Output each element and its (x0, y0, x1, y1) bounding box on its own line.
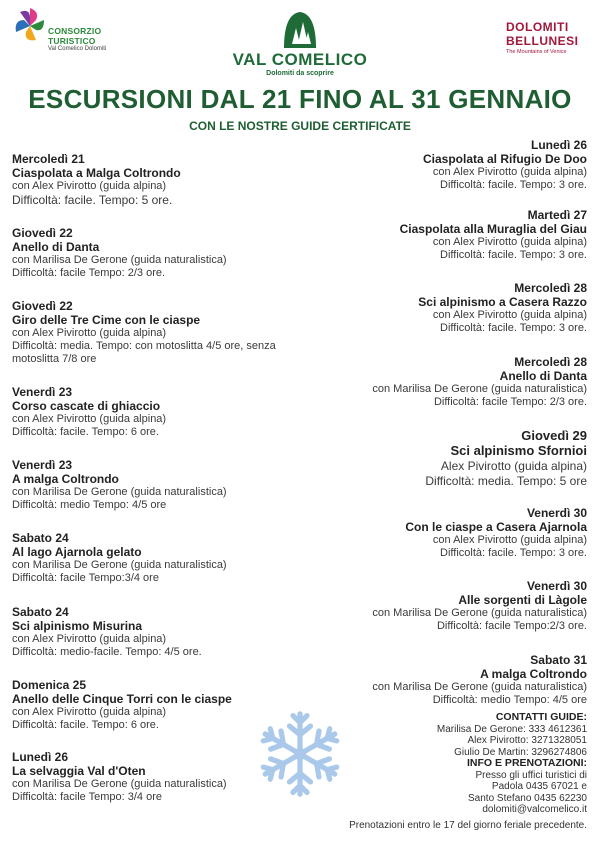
event-guide: con Alex Pivirotto (guida alpina) (432, 309, 587, 321)
event-day: Sabato 31 (530, 653, 587, 667)
event-left-6 (12, 531, 302, 585)
event-day: Mercoledì 28 (514, 281, 587, 295)
page-subtitle: CON LE NOSTRE GUIDE CERTIFICATE (189, 119, 411, 133)
event-guide: con Alex Pivirotto (guida alpina) (12, 633, 167, 645)
event-day: Venerdì 23 (12, 458, 73, 472)
snowflake-icon (256, 706, 344, 802)
event-title: La selvaggia Val d'Oten (12, 764, 146, 778)
event-details: Difficoltà: medio Tempo: 4/5 ore (432, 693, 587, 706)
event-guide: con Marilisa De Gerone (guida naturalistica) (12, 778, 227, 790)
event-guide: con Marilisa De Gerone (guida naturalistica) (372, 681, 587, 693)
info-line-1: Presso gli uffici turistici di (475, 769, 587, 781)
event-right-5 (297, 428, 587, 489)
event-day: Sabato 24 (12, 605, 69, 619)
event-guide: con Alex Pivirotto (guida alpina) (12, 327, 167, 339)
event-left-5 (12, 458, 302, 512)
event-guide: con Marilisa De Gerone (guida naturalistica) (372, 383, 587, 395)
mountain-trees-icon (280, 10, 320, 50)
event-guide: con Marilisa De Gerone (guida naturalistica) (12, 254, 227, 266)
event-day: Sabato 24 (12, 531, 69, 545)
event-details: Difficoltà: facile Tempo: 3/4 ore (12, 790, 163, 803)
event-title: Anello di Danta (499, 369, 587, 383)
event-title: Sci alpinismo Sfornioi (450, 443, 587, 458)
dolomiti-line1: DOLOMITI (506, 20, 569, 34)
event-title: Con le ciaspe a Casera Ajarnola (405, 520, 587, 534)
dolomiti-bellunesi-logo (500, 14, 588, 58)
event-details: Difficoltà: facile. Tempo: 3 ore. (440, 178, 587, 191)
event-right-4 (297, 355, 587, 409)
event-details: Difficoltà: medio-facile. Tempo: 4/5 ore. (12, 645, 202, 658)
consorzio-logo (14, 6, 134, 52)
event-guide: con Alex Pivirotto (guida alpina) (12, 180, 167, 192)
event-title: Ciaspolata a Malga Coltrondo (12, 166, 181, 180)
event-left-2 (12, 226, 302, 280)
dolomiti-line3: The Mountains of Venice (506, 49, 567, 55)
info-heading: INFO E PRENOTAZIONI: (467, 757, 587, 769)
event-right-2 (297, 208, 587, 262)
valcomelico-logo (230, 8, 370, 90)
event-title: Ciaspolata al Rifugio De Doo (422, 152, 587, 166)
booking-note: Prenotazioni entro le 17 del giorno feriale precedente. (349, 820, 587, 831)
pinwheel-icon (14, 6, 46, 46)
event-title: A malga Coltrondo (480, 667, 587, 681)
event-details: Difficoltà: facile Tempo:3/4 ore (12, 571, 159, 584)
event-guide: con Alex Pivirotto (guida alpina) (12, 706, 167, 718)
event-guide: con Alex Pivirotto (guida alpina) (12, 413, 167, 425)
event-day: Venerdì 30 (526, 579, 587, 593)
event-left-3 (12, 299, 302, 365)
page-title: ESCURSIONI DAL 21 FINO AL 31 GENNAIO (28, 84, 572, 114)
event-right-8 (297, 653, 587, 707)
event-details: Difficoltà: facile Tempo: 2/3 ore. (433, 395, 587, 408)
event-title: Giro delle Tre Cime con le ciaspe (12, 313, 201, 327)
event-left-1 (12, 152, 302, 207)
event-right-6 (297, 506, 587, 560)
contact-guide-2: Alex Pivirotto: 3271328051 (467, 735, 587, 746)
contacts-block (337, 712, 587, 816)
event-guide: con Marilisa De Gerone (guida naturalistica) (372, 607, 587, 619)
event-details: Difficoltà: media. Tempo: con motoslitta 4/5 ore, senza motoslitta 7/8 ore (12, 339, 276, 365)
event-title: Ciaspolata alla Muraglia del Giau (399, 222, 587, 236)
info-line-2: Padola 0435 67021 e (491, 781, 587, 792)
consorzio-line1: CONSORZIO (48, 26, 102, 36)
event-guide: con Alex Pivirotto (guida alpina) (432, 534, 587, 546)
event-details: Difficoltà: facile. Tempo: 6 ore. (12, 425, 159, 438)
event-guide: con Alex Pivirotto (guida alpina) (432, 166, 587, 178)
event-title: Al lago Ajarnola gelato (12, 545, 142, 559)
event-details: Difficoltà: facile. Tempo: 5 ore. (12, 192, 173, 207)
event-guide: con Alex Pivirotto (guida alpina) (432, 236, 587, 248)
event-details: Difficoltà: facile. Tempo: 6 ore. (12, 718, 159, 731)
contacts-guides-heading: CONTATTI GUIDE: (495, 711, 587, 723)
contact-email: dolomiti@valcomelico.it (482, 804, 587, 815)
contact-guide-3: Giulio De Martin: 3296274806 (454, 746, 587, 758)
event-day: Giovedì 22 (12, 299, 73, 313)
event-title: Corso cascate di ghiaccio (12, 399, 161, 413)
event-title: A malga Coltrondo (12, 472, 119, 486)
event-day: Domenica 25 (12, 678, 87, 692)
info-line-3: Santo Stefano 0435 62230 (468, 792, 587, 804)
event-day: Lunedì 26 (530, 138, 587, 152)
valcomelico-tagline: Dolomiti da scoprire (266, 70, 334, 77)
event-day: Venerdì 23 (12, 385, 73, 399)
event-title: Sci alpinismo Misurina (12, 619, 143, 633)
consorzio-line3: Val Comelico Dolomiti (48, 46, 107, 52)
event-title: Anello di Danta (12, 240, 100, 254)
consorzio-line2: TURISTICO (48, 36, 96, 46)
event-guide: con Marilisa De Gerone (guida naturalistica) (12, 486, 227, 498)
event-right-3 (297, 281, 587, 335)
event-guide: con Marilisa De Gerone (guida naturalistica) (12, 559, 227, 571)
event-day: Martedì 27 (527, 208, 587, 222)
event-details: Difficoltà: facile. Tempo: 3 ore. (440, 546, 587, 559)
event-right-7 (297, 579, 587, 633)
event-details: Difficoltà: facile. Tempo: 3 ore. (440, 321, 587, 334)
event-details: Difficoltà: medio Tempo: 4/5 ore (12, 498, 167, 511)
event-title: Anello delle Cinque Torri con le ciaspe (12, 692, 232, 706)
event-left-4 (12, 385, 302, 439)
dolomiti-line2: BELLUNESI (506, 34, 579, 48)
contact-guide-1: Marilisa De Gerone: 333 4612361 (436, 723, 587, 735)
event-guide: Alex Pivirotto (guida alpina) (440, 459, 587, 473)
event-details: Difficoltà: media. Tempo: 5 ore (425, 474, 587, 488)
event-day: Giovedì 29 (521, 428, 587, 443)
event-details: Difficoltà: facile. Tempo: 3 ore. (440, 248, 587, 261)
event-day: Venerdì 30 (526, 506, 587, 520)
event-title: Alle sorgenti di Làgole (458, 593, 587, 607)
event-details: Difficoltà: facile Tempo: 2/3 ore. (12, 266, 166, 279)
event-left-7 (12, 605, 302, 659)
valcomelico-name: VAL COMELICO (232, 50, 368, 69)
event-right-1 (297, 138, 587, 192)
event-day: Lunedì 26 (12, 750, 69, 764)
event-day: Giovedì 22 (12, 226, 73, 240)
event-details: Difficoltà: facile Tempo:2/3 ore. (436, 619, 587, 632)
event-day: Mercoledì 21 (12, 152, 85, 166)
event-day: Mercoledì 28 (514, 355, 587, 369)
event-title: Sci alpinismo a Casera Razzo (418, 295, 587, 309)
